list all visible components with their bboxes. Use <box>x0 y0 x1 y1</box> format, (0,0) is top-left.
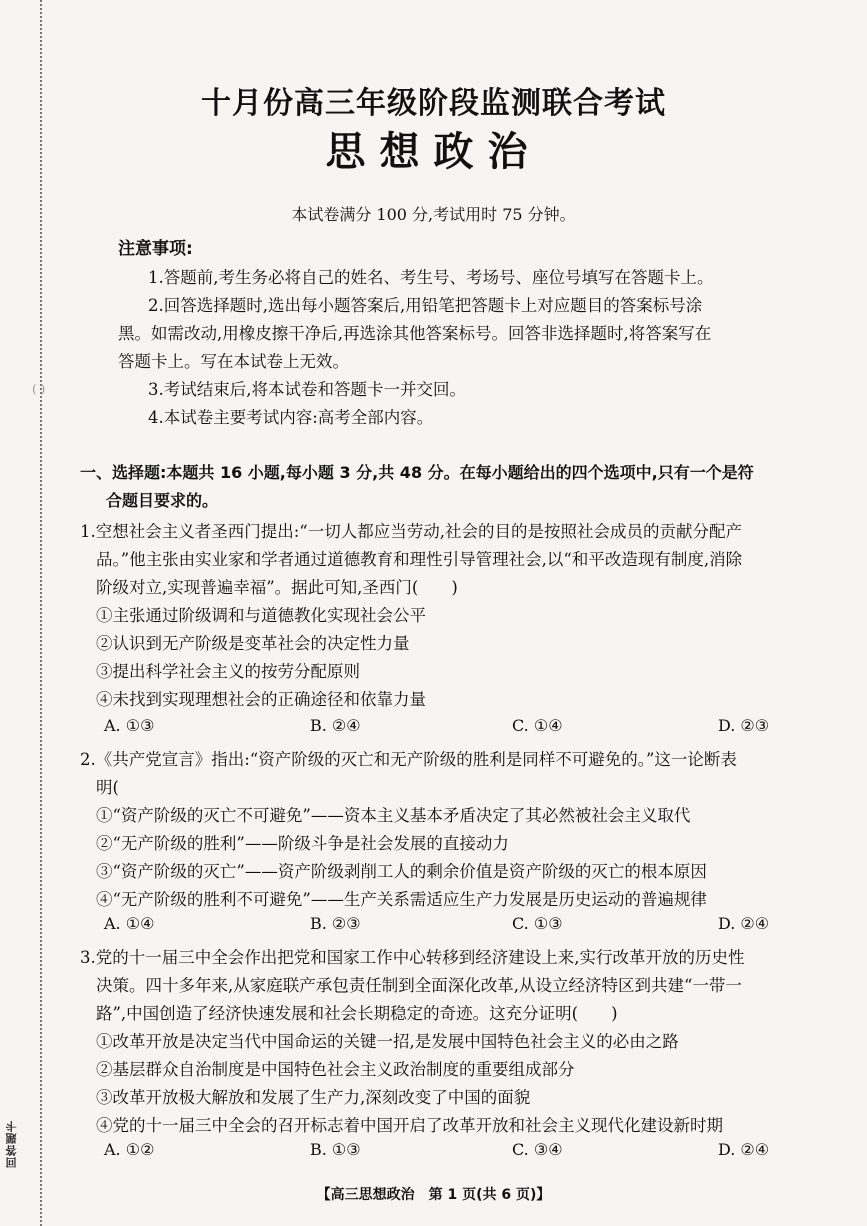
question-3-item: ③改革开放极大解放和发展了生产力,深刻改变了中国的面貌 <box>96 1088 531 1107</box>
note-line: 答题卡上。写在本试卷上无效。 <box>118 352 349 371</box>
question-1-option-d: D. ②③ <box>718 716 770 735</box>
question-3-option-c: C. ③④ <box>512 1140 563 1159</box>
question-3-stem: 3.党的十一届三中全会作出把党和国家工作中心转移到经济建设上来,实行改革开放的历史性 <box>80 948 745 967</box>
binding-dotted-line <box>40 0 42 1226</box>
note-line: 2.回答选择题时,选出每小题答案后,用铅笔把答题卡上对应题目的答案标号涂 <box>148 296 703 315</box>
page-footer: 【高三思想政治 第 1 页(共 6 页)】 <box>316 1187 551 1203</box>
question-1-item: ③提出科学社会主义的按劳分配原则 <box>96 662 360 681</box>
question-2-item: ④“无产阶级的胜利不可避免”——生产关系需适应生产力发展是历史运动的普遍规律 <box>96 890 707 909</box>
question-2-item: ①“资产阶级的灭亡不可避免”——资本主义基本矛盾决定了其必然被社会主义取代 <box>96 806 691 825</box>
section-instructions: 合题目要求的。 <box>106 491 219 510</box>
question-2-item: ③“资产阶级的灭亡”——资产阶级剥削工人的剩余价值是资产阶级的灭亡的根本原因 <box>96 862 707 881</box>
question-1-stem: 品。”他主张由实业家和学者通过道德教育和理性引导管理社会,以“和平改造现有制度,消除 <box>96 550 743 569</box>
question-2-item: ②“无产阶级的胜利”——阶级斗争是社会发展的直接动力 <box>96 834 509 853</box>
question-1-item: ②认识到无产阶级是变革社会的决定性力量 <box>96 634 410 653</box>
question-1-item: ④未找到实现理想社会的正确途径和依靠力量 <box>96 690 426 709</box>
question-3-stem: 决策。四十多年来,从家庭联产承包责任制到全面深化改革,从设立经济特区到共建“一带一 <box>96 976 742 995</box>
question-1-option-b: B. ②④ <box>310 716 361 735</box>
subject-title: 思想政治 <box>325 129 542 175</box>
notes-heading: 注意事项: <box>118 239 193 259</box>
question-2-stem: 明( <box>96 778 119 797</box>
question-2-option-d: D. ②④ <box>718 914 770 933</box>
note-line: 1.答题前,考生务必将自己的姓名、考生号、考场号、座位号填写在答题卡上。 <box>148 268 714 287</box>
note-line: 4.本试卷主要考试内容:高考全部内容。 <box>148 408 434 427</box>
question-1-option-c: C. ①④ <box>512 716 563 735</box>
note-line: 3.考试结束后,将本试卷和答题卡一并交回。 <box>148 380 466 399</box>
note-line: 黑。如需改动,用橡皮擦干净后,再选涂其他答案标号。回答非选择题时,将答案写在 <box>118 324 712 343</box>
question-2-option-b: B. ②③ <box>310 914 361 933</box>
question-3-item: ②基层群众自治制度是中国特色社会主义政治制度的重要组成部分 <box>96 1060 575 1079</box>
question-1-item: ①主张通过阶级调和与道德教化实现社会公平 <box>96 606 426 625</box>
question-2-option-a: A. ①④ <box>104 914 155 933</box>
question-1-stem: 1.空想社会主义者圣西门提出:“一切人都应当劳动,社会的目的是按照社会成员的贡献分配产 <box>80 522 742 541</box>
question-3-option-b: B. ①③ <box>310 1140 361 1159</box>
section-instructions: 一、选择题:本题共 16 小题,每小题 3 分,共 48 分。在每小题给出的四个选项中,只有一个是符 <box>80 463 754 482</box>
qr-code-stamp: 回答题卡 <box>5 1120 18 1168</box>
question-3-stem: 路”,中国创造了经济快速发展和社会长期稳定的奇迹。这充分证明( ) <box>96 1004 618 1023</box>
question-3-option-d: D. ②④ <box>718 1140 770 1159</box>
question-3-option-a: A. ①② <box>104 1140 155 1159</box>
question-1-option-a: A. ①③ <box>104 716 155 735</box>
question-3-item: ④党的十一届三中全会的召开标志着中国开启了改革开放和社会主义现代化建设新时期 <box>96 1116 723 1135</box>
corner-mark: ( ) <box>32 382 46 396</box>
question-2-option-c: C. ①③ <box>512 914 563 933</box>
question-1-stem: 阶级对立,实现普遍幸福”。据此可知,圣西门( ) <box>96 578 458 597</box>
question-3-item: ①改革开放是决定当代中国命运的关键一招,是发展中国特色社会主义的必由之路 <box>96 1032 679 1051</box>
question-2-stem: 2.《共产党宣言》指出:“资产阶级的灭亡和无产阶级的胜利是同样不可避免的。”这一论断表 <box>80 750 737 769</box>
exam-info: 本试卷满分 100 分,考试用时 75 分钟。 <box>291 205 576 224</box>
exam-title: 十月份高三年级阶段监测联合考试 <box>201 86 666 121</box>
